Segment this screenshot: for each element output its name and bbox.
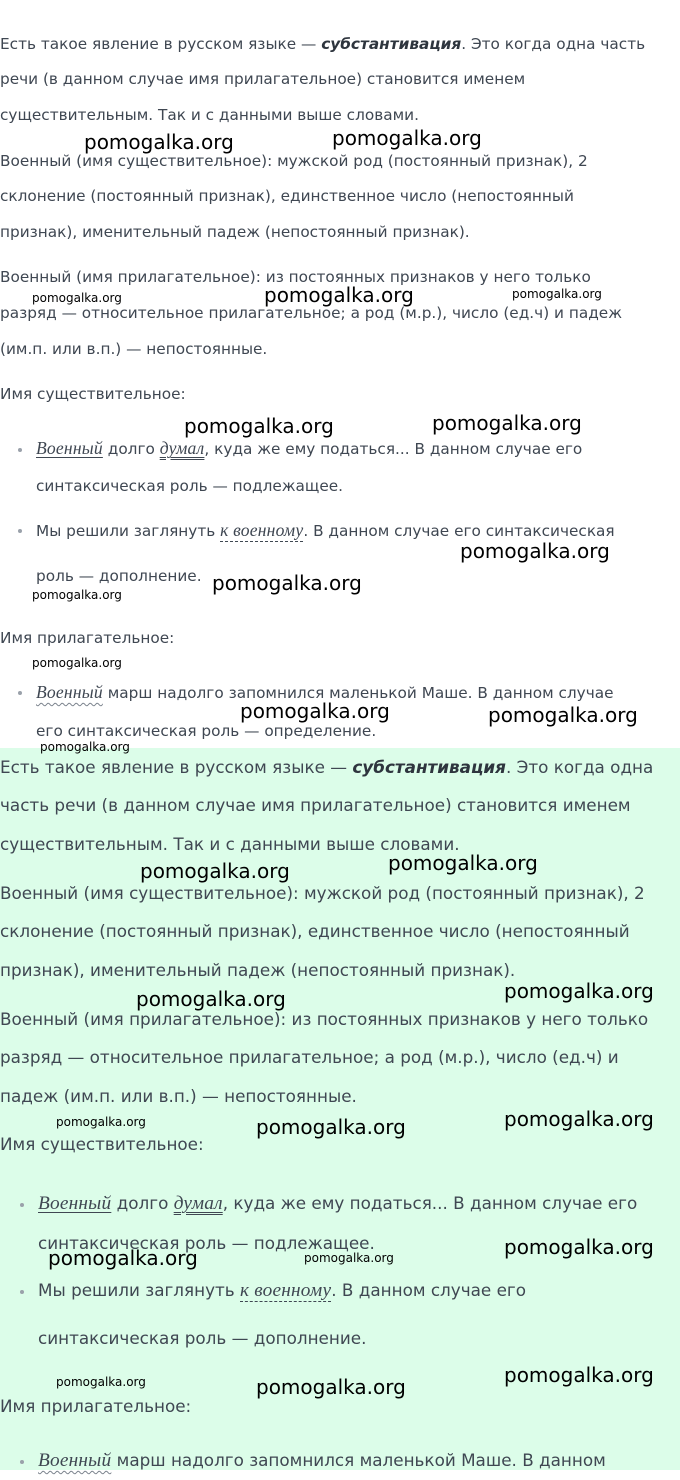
predicate-word: думал — [159, 438, 205, 458]
watermark-text: pomogalka.org — [256, 1115, 406, 1139]
watermark-text: pomogalka.org — [332, 126, 482, 150]
noun-analysis-line-2: склонение (постоянный признак), единственное число (непостоянный — [0, 187, 574, 205]
watermark-text: pomogalka.org — [304, 1251, 394, 1265]
intro-line-1: Есть такое явление в русском языке — субстантивация. Это когда одна часть — [0, 35, 646, 53]
subject-word: Военный — [36, 438, 103, 458]
watermark-text: pomogalka.org — [184, 414, 334, 438]
watermark-text: pomogalka.org — [504, 1235, 654, 1259]
watermark-text: pomogalka.org — [32, 656, 122, 670]
watermark-text: pomogalka.org — [40, 740, 130, 754]
watermark-text: pomogalka.org — [388, 851, 538, 875]
example-3-line-1: Военный марш надолго запомнился маленькой Маше. В данном случае — [36, 682, 614, 702]
watermark-text: pomogalka.org — [212, 571, 362, 595]
intro-line-3: существительным. Так и с данными выше словами. — [0, 106, 419, 124]
attribute-word: Военный — [38, 1450, 112, 1471]
intro-line-3: существительным. Так и с данными выше словами. — [0, 834, 460, 854]
example-1-line-1: Военный долго думал, куда же ему податься... В данном случае его — [36, 438, 583, 458]
predicate-word: думал — [173, 1193, 223, 1214]
adj-analysis-line-3: падеж (им.п. или в.п.) — непостоянные. — [0, 1086, 357, 1106]
adj-analysis-line-2: разряд — относительное прилагательное; а род (м.р.), число (ед.ч) и — [0, 1047, 619, 1067]
watermark-text: pomogalka.org — [264, 283, 414, 307]
watermark-text: pomogalka.org — [432, 411, 582, 435]
adj-analysis-line-1: Военный (имя прилагательное): из постоянных признаков у него только — [0, 1009, 649, 1029]
example-2-line-2: роль — дополнение. — [36, 567, 202, 585]
watermark-text: pomogalka.org — [504, 979, 654, 1003]
watermark-text: pomogalka.org — [84, 130, 234, 154]
bullet-dot — [18, 691, 22, 695]
term-substantivation: субстантивация — [352, 757, 506, 777]
adj-heading: Имя прилагательное: — [0, 629, 175, 647]
adj-analysis-line-2: разряд — относительное прилагательное; а род (м.р.), число (ед.ч) и падеж — [0, 304, 622, 322]
watermark-text: pomogalka.org — [56, 1115, 146, 1129]
watermark-text: pomogalka.org — [488, 703, 638, 727]
watermark-text: pomogalka.org — [512, 287, 602, 301]
example-1-line-2: синтаксическая роль — подлежащее. — [38, 1233, 375, 1253]
noun-analysis-line-2: склонение (постоянный признак), единственное число (непостоянный — [0, 921, 630, 941]
example-1-line-2: синтаксическая роль — подлежащее. — [36, 477, 344, 495]
bullet-dot — [18, 448, 22, 452]
watermark-text: pomogalka.org — [504, 1107, 654, 1131]
noun-analysis-line-1: Военный (имя существительное): мужской род (постоянный признак), 2 — [0, 883, 645, 903]
bullet-dot — [20, 1203, 24, 1207]
intro-line-1: Есть такое явление в русском языке — субстантивация. Это когда одна — [0, 757, 654, 777]
term-substantivation: субстантивация — [321, 35, 462, 53]
watermark-text: pomogalka.org — [460, 539, 610, 563]
watermark-text: pomogalka.org — [56, 1375, 146, 1389]
watermark-text: pomogalka.org — [32, 588, 122, 602]
example-2-line-1: Мы решили заглянуть к военному. В данном случае его — [38, 1280, 526, 1301]
intro-line-2: часть речи (в данном случае имя прилагательное) становится именем — [0, 795, 631, 815]
intro-line-2: речи (в данном случае имя прилагательное) становится именем — [0, 70, 526, 88]
watermark-text: pomogalka.org — [240, 699, 390, 723]
example-3-line-1: Военный марш надолго запомнился маленькой Маше. В данном — [38, 1450, 606, 1471]
noun-analysis-line-3: признак), именительный падеж (непостоянный признак). — [0, 223, 470, 241]
object-word: к военному — [240, 1280, 332, 1301]
watermark-text: pomogalka.org — [32, 291, 122, 305]
adj-analysis-line-3: (им.п. или в.п.) — непостоянные. — [0, 340, 268, 358]
adj-analysis-line-1: Военный (имя прилагательное): из постоянных признаков у него только — [0, 268, 591, 286]
object-word: к военному — [220, 520, 304, 540]
watermark-text: pomogalka.org — [256, 1375, 406, 1399]
attribute-word: Военный — [36, 682, 103, 702]
noun-analysis-line-3: признак), именительный падеж (непостоянный признак). — [0, 960, 516, 980]
example-1-line-1: Военный долго думал, куда же ему податься... В данном случае его — [38, 1193, 638, 1214]
watermark-text: pomogalka.org — [140, 859, 290, 883]
noun-heading: Имя существительное: — [0, 385, 186, 403]
example-2-line-2: синтаксическая роль — дополнение. — [38, 1328, 367, 1348]
noun-heading: Имя существительное: — [0, 1134, 204, 1154]
example-2-line-1: Мы решили заглянуть к военному. В данном случае его синтаксическая — [36, 520, 615, 540]
bullet-dot — [18, 529, 22, 533]
noun-analysis-line-1: Военный (имя существительное): мужской род (постоянный признак), 2 — [0, 152, 588, 170]
bullet-dot — [20, 1460, 24, 1464]
bullet-dot — [20, 1290, 24, 1294]
watermark-text: pomogalka.org — [504, 1363, 654, 1387]
subject-word: Военный — [38, 1193, 112, 1214]
example-3-line-2: его синтаксическая роль — определение. — [36, 722, 377, 740]
watermark-text: pomogalka.org — [48, 1246, 198, 1270]
adj-heading: Имя прилагательное: — [0, 1396, 192, 1416]
watermark-text: pomogalka.org — [136, 987, 286, 1011]
